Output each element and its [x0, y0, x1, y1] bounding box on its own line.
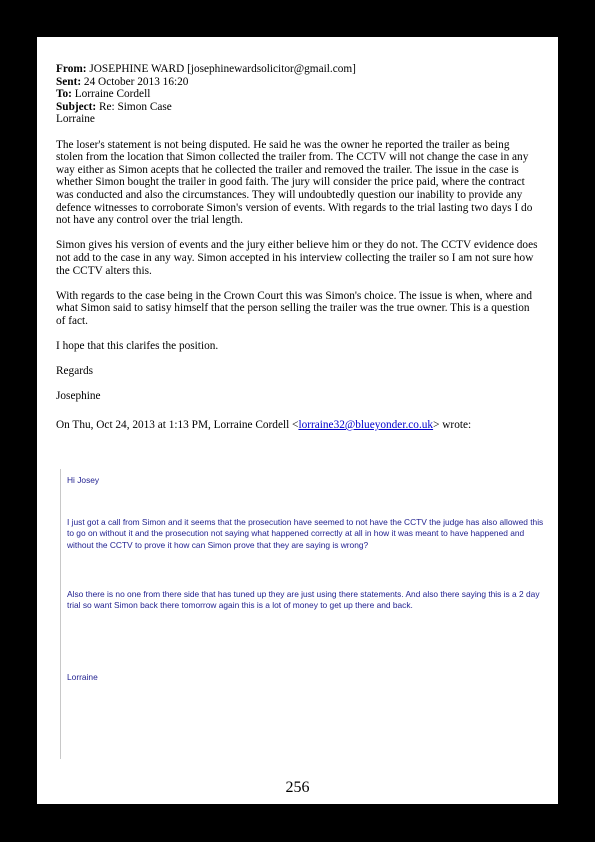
page-number: 256	[285, 779, 310, 796]
quoted-message	[60, 469, 545, 759]
subject-label: Subject:	[56, 100, 97, 113]
to-line	[56, 88, 538, 101]
to-label: To:	[56, 88, 72, 101]
quoted-greeting: Hi Josey	[67, 475, 100, 485]
from-label: From:	[56, 63, 87, 75]
sender-email-link[interactable]: lorraine32@blueyonder.co.uk	[298, 419, 434, 432]
body-paragraph-1: The loser's statement is not being disputed. He said he was the owner he reported the trailer as being stolen from the location that Simon collected the trailer from. The CCTV will not change the case in any way either as Simon acepts that he collected the trailer and removed the trailer. The issue in the case is whether Simon bought the trailer in good faith. The jury will consider the price paid, where the contract was conducted and also the circumstances. They will undoubtedly question our inability to provide any defence witnesses to corroborate Simon's version of events. With regards to the trial lasting two days I do not have any control over the trial length.	[56, 138, 533, 227]
quoted-paragraph-1: I just got a call from Simon and it seems that the prosecution have seemed to not have the CCTV the judge has also allowed this to go on without it and the prosecution not saying what happened correctly at all in how it was meant to have happened and without the CCTV to prove it how can Simon prove that they are saying is wrong?	[67, 517, 544, 550]
body-paragraph-3: With regards to the case being in the Crown Court this was Simon's choice. The issue is when, where and what Simon said to satisy himself that the person selling the trailer was the true owner. This is a question of fact.	[56, 289, 533, 327]
quote-intro-prefix: On Thu, Oct 24, 2013 at 1:13 PM, Lorraine Cordell <	[56, 419, 299, 432]
closing: Regards	[56, 365, 94, 378]
body-paragraph-2: Simon gives his version of events and the jury either believe him or they do not. The CCTV evidence does not add to the case in any way. Simon accepted in his interview collecting the trailer so I am not sure how the CCTV alters this.	[56, 239, 538, 277]
sent-label: Sent:	[56, 75, 82, 88]
signature: Josephine	[56, 390, 101, 403]
body-paragraph-4: I hope that this clarifes the position.	[56, 340, 219, 353]
from-value: JOSEPHINE WARD [josephinewardsolicitor@gmail.com]	[86, 63, 356, 75]
subject-value: Re: Simon Case	[96, 100, 172, 113]
from-line	[56, 63, 538, 76]
to-value: Lorraine Cordell	[71, 88, 151, 101]
quoted-paragraph-2: Also there is no one from there side that has tuned up they are just using there statements. And also there saying this is a 2 day trial so want Simon back there tomorrow again this is a lot of money to get up there and back.	[67, 588, 540, 611]
sent-value: 24 October 2013 16:20	[81, 75, 189, 88]
email-content	[56, 63, 538, 432]
quote-intro	[56, 419, 538, 432]
sent-line	[56, 76, 538, 89]
subject-line	[56, 101, 538, 114]
salutation: Lorraine	[56, 113, 95, 126]
quote-intro-suffix: > wrote:	[433, 419, 472, 432]
quoted-signoff: Lorraine	[67, 672, 98, 683]
